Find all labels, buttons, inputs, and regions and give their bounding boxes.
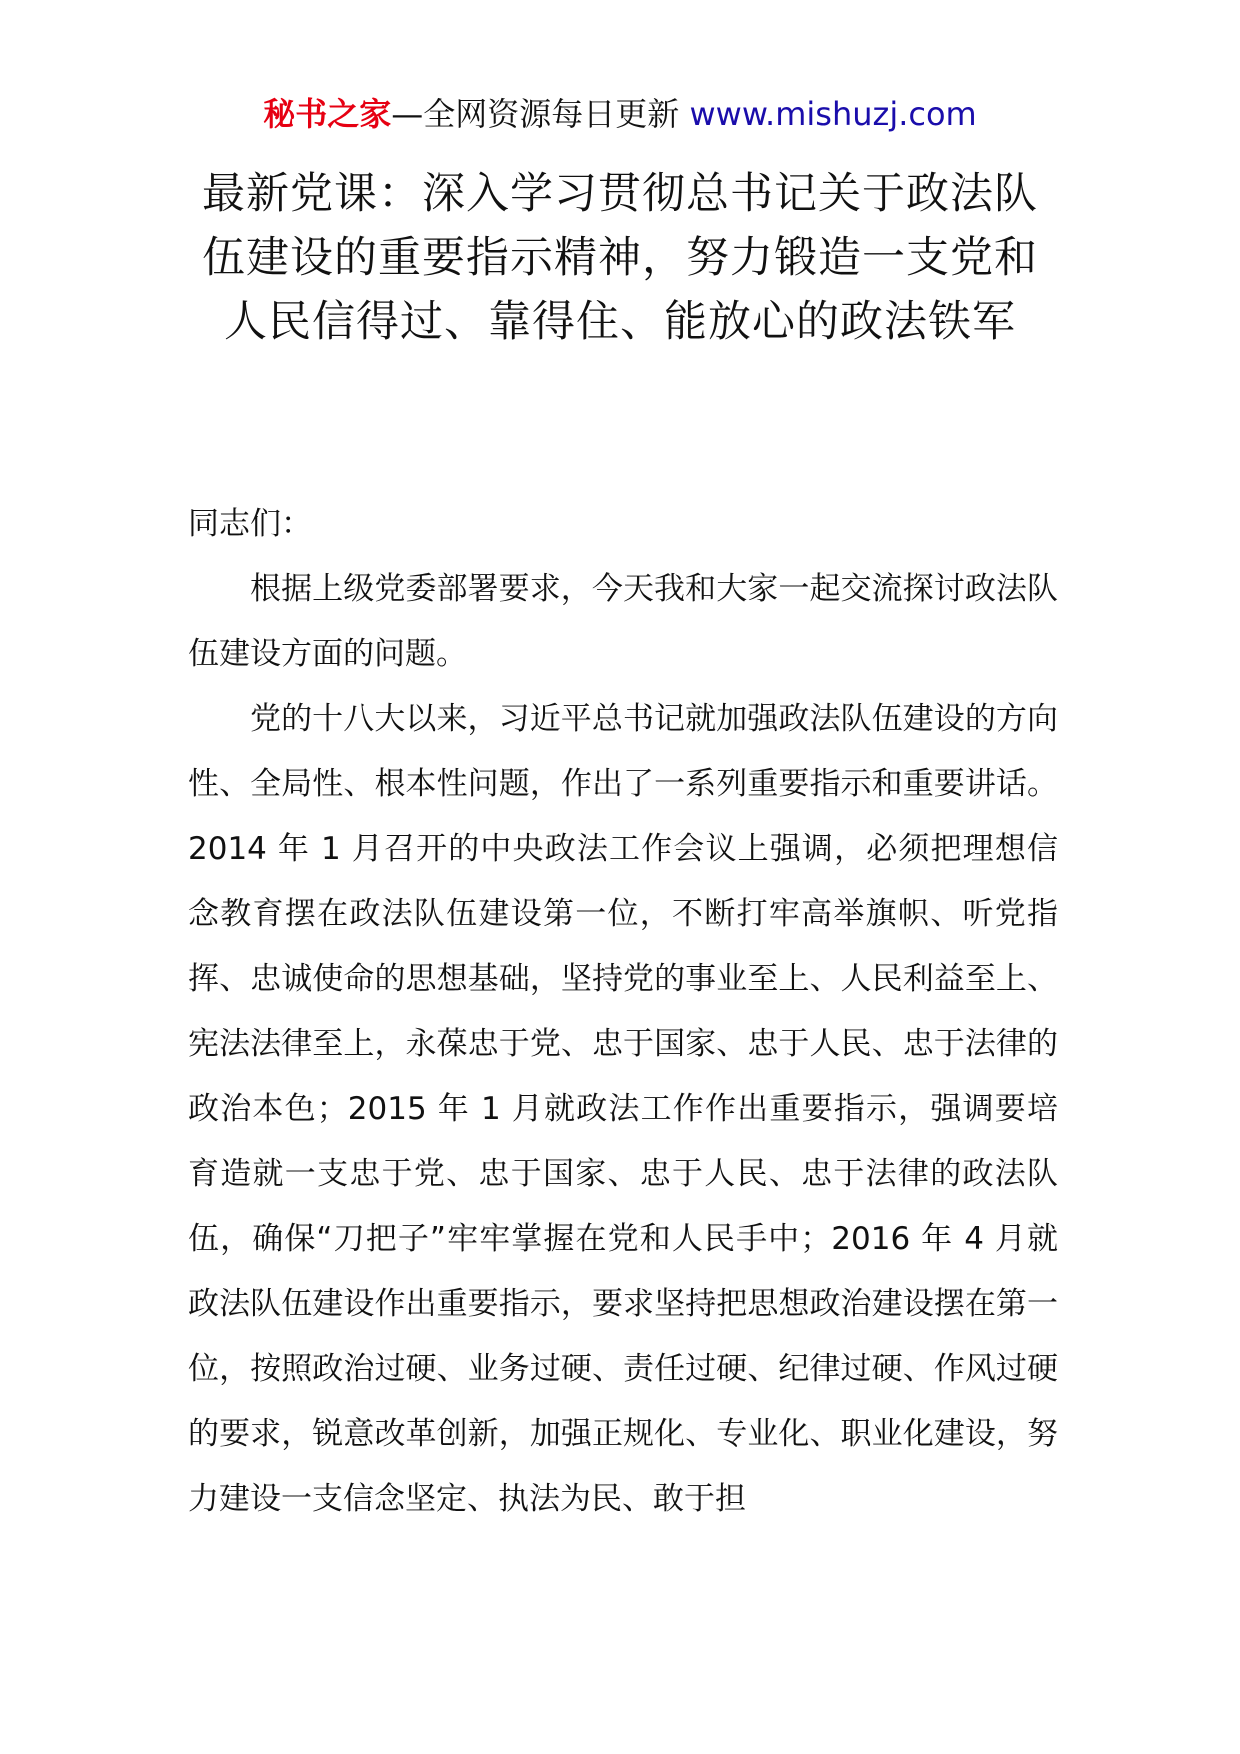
document-title: 最新党课：深入学习贯彻总书记关于政法队伍建设的重要指示精神，努力锻造一支党和人民信得过、靠得住、能放心的政法铁军 <box>202 169 1038 347</box>
site-tagline: —全网资源每日更新 <box>391 95 680 133</box>
salutation: 同志们： <box>188 506 312 542</box>
site-header <box>0 92 1240 136</box>
paragraph-intro: 根据上级党委部署要求，今天我和大家一起交流探讨政法队伍建设方面的问题。 <box>188 571 1058 672</box>
paragraph-background: 党的十八大以来，习近平总书记就加强政法队伍建设的方向性、全局性、根本性问题，作出了一系列重要指示和重要讲话。2014 年 1 月召开的中央政法工作会议上强调，必须把理想信念教育摆在政法队伍建设第一位，不断打牢高举旗帜、听党指挥、忠诚使命的思想基础，坚持党的事业至上、人民利益至上、宪法法律至上，永葆忠于党、忠于国家、忠于人民、忠于法律的政治本色；2015 年 1 月就政法工作作出重要指示，强调要培育造就一支忠于党、忠于国家、忠于人民、忠于法律的政法队伍，确保“刀把子”牢牢掌握在党和人民手中；2016 年 4 月就政法队伍建设作出重要指示，要求坚持把思想政治建设摆在第一位，按照政治过硬、业务过硬、责任过硬、纪律过硬、作风过硬的要求，锐意改革创新，加强正规化、专业化、职业化建设，努力建设一支信念坚定、执法为民、敢于担 <box>188 701 1058 1517</box>
site-url-link[interactable]: www.mishuzj.com <box>689 95 977 133</box>
site-brand: 秘书之家 <box>263 95 392 133</box>
document-body <box>188 492 1058 1532</box>
